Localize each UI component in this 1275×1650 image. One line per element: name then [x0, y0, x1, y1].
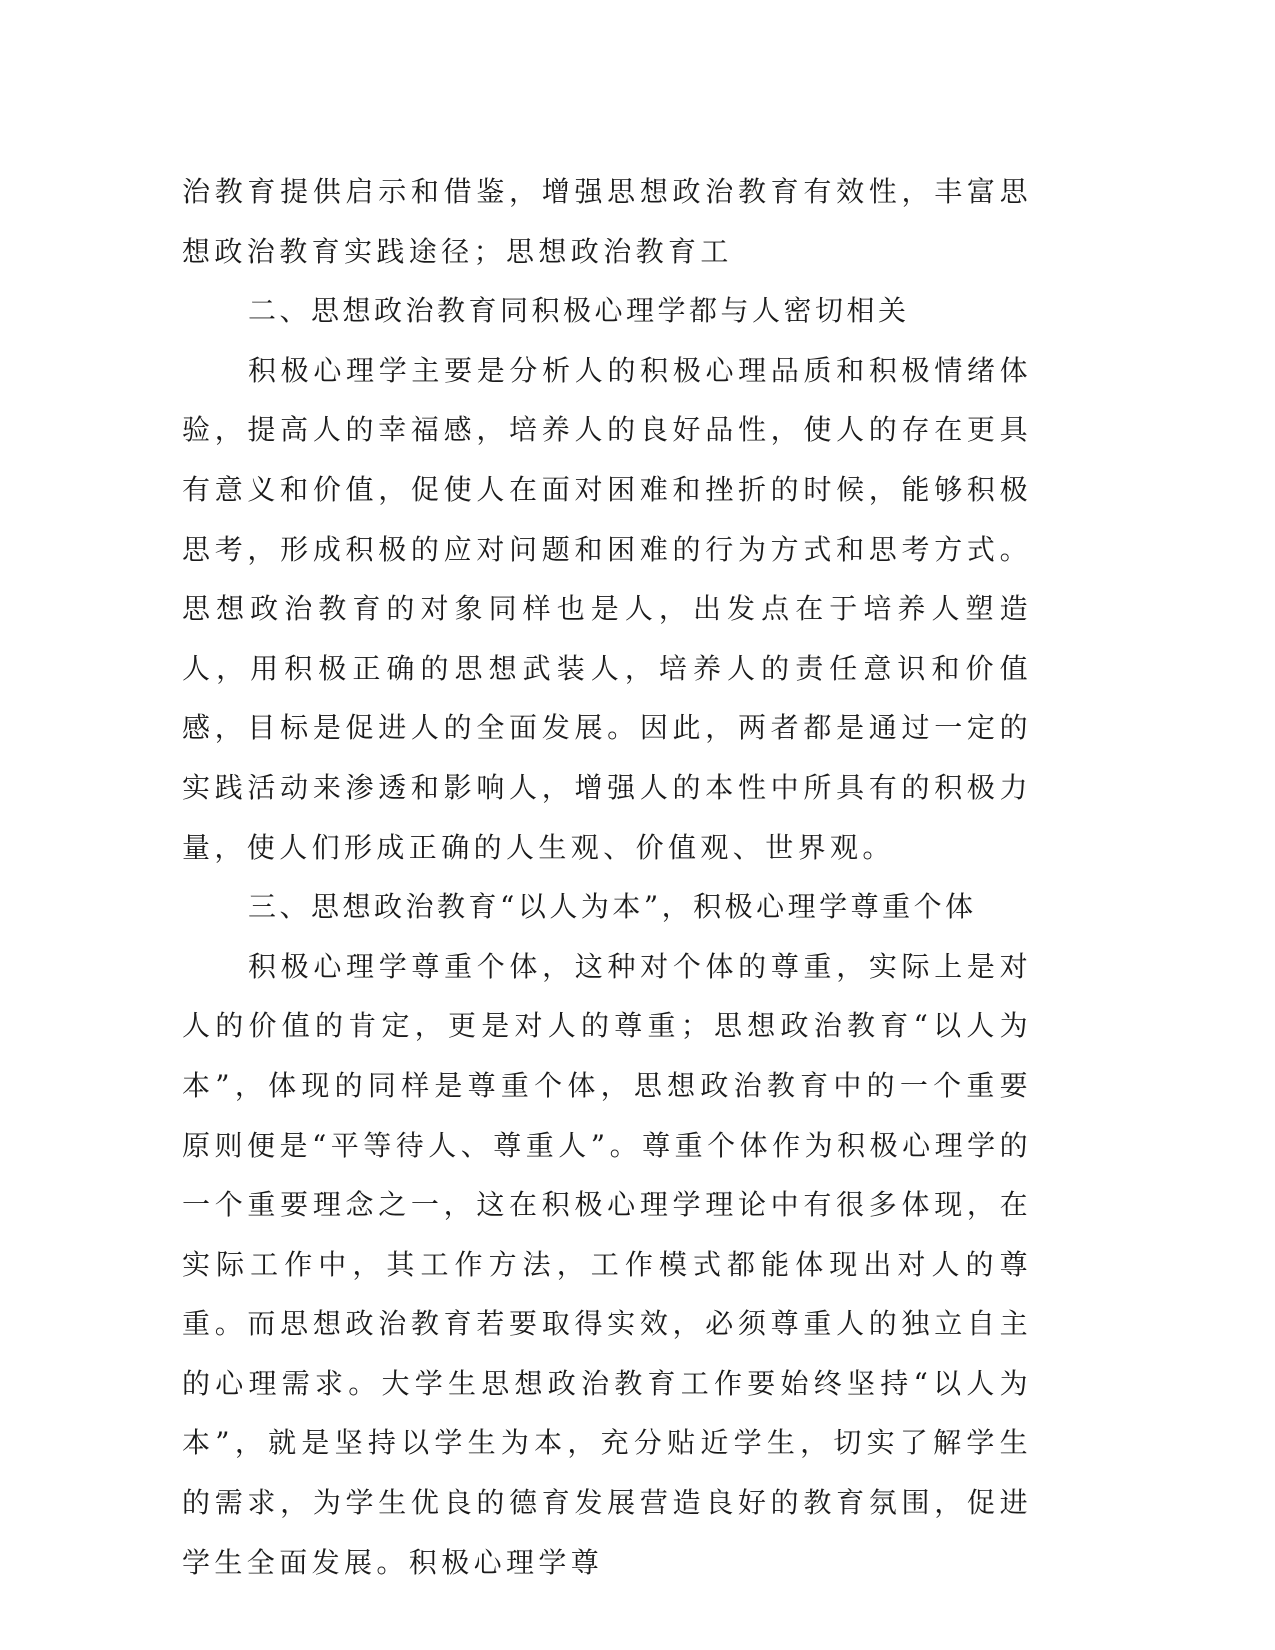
body-paragraph-section-2: 积极心理学主要是分析人的积极心理品质和积极情绪体验，提高人的幸福感，培养人的良好品性，使人的存在更具有意义和价值，促使人在面对困难和挫折的时候，能够积极思考，形成积极的应对问题和困难的行为方式和思考方式。思想政治教育的对象同样也是人，出发点在于培养人塑造人，用积极正确的思想武装人，培养人的责任意识和价值感，目标是促进人的全面发展。因此，两者都是通过一定的实践活动来渗透和影响人，增强人的本性中所具有的积极力量，使人们形成正确的人生观、价值观、世界观。	[182, 353, 1032, 864]
body-paragraph-section-3: 积极心理学尊重个体，这种对个体的尊重，实际上是对人的价值的肯定，更是对人的尊重；思想政治教育“以人为本”，体现的同样是尊重个体，思想政治教育中的一个重要原则便是“平等待人、尊重人”。尊重个体作为积极心理学的一个重要理念之一，这在积极心理学理论中有很多体现，在实际工作中，其工作方法，工作模式都能体现出对人的尊重。而思想政治教育若要取得实效，必须尊重人的独立自主的心理需求。大学生思想政治教育工作要始终坚持“以人为本”，就是坚持以学生为本，充分贴近学生，切实了解学生的需求，为学生优良的德育发展营造良好的教育氛围，促进学生全面发展。积极心理学尊	[182, 949, 1032, 1579]
document-body	[182, 162, 1032, 1592]
section-heading-2: 二、思想政治教育同积极心理学都与人密切相关	[248, 294, 910, 328]
continuation-paragraph: 治教育提供启示和借鉴，增强思想政治教育有效性，丰富思想政治教育实践途径；思想政治教育工	[182, 175, 1032, 268]
section-heading-3: 三、思想政治教育“以人为本”，积极心理学尊重个体	[248, 890, 977, 924]
